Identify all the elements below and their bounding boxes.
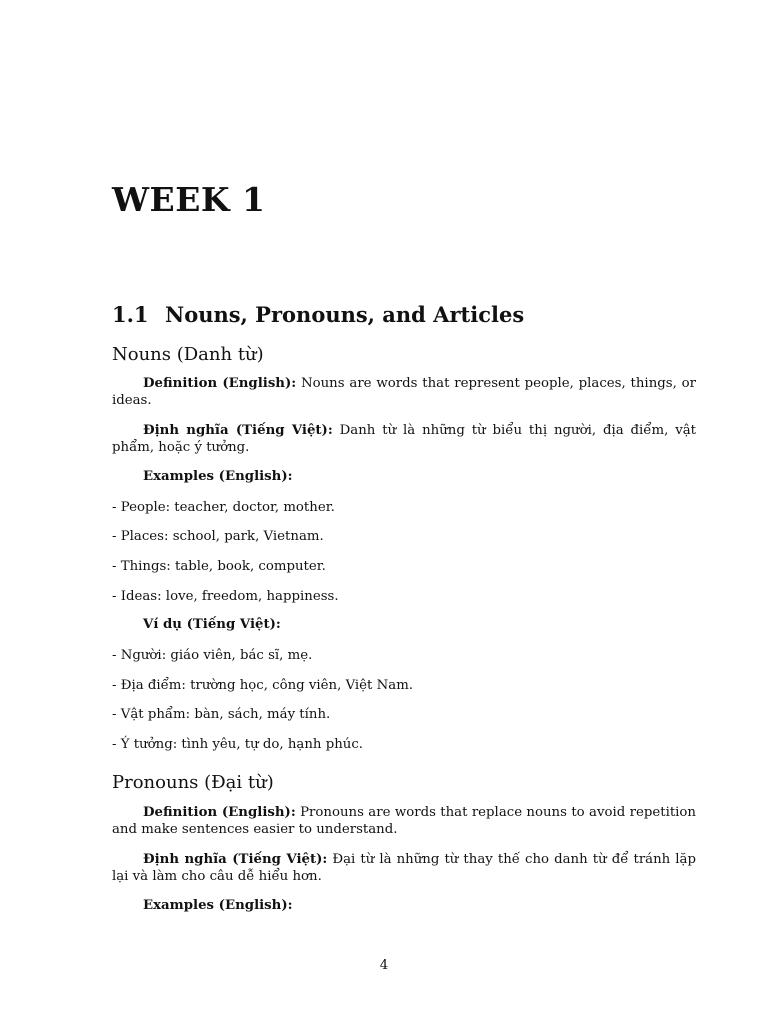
nouns-examples-vietnamese-label: Ví dụ (Tiếng Việt): [143, 617, 281, 632]
definition-english-text: Nouns are words that represent people, places, things, or ideas. [112, 376, 696, 408]
pronouns-definition-english [112, 804, 696, 838]
definition-english-label: Definition (English): [143, 376, 297, 391]
chapter-title: WEEK 1 [112, 180, 266, 219]
nouns-definition-vietnamese [112, 422, 696, 456]
definition-vietnamese-text: Danh từ là những từ biểu thị người, địa điểm, vật phẩm, hoặc ý tưởng. [112, 423, 696, 455]
definition-english-label: Definition (English): [143, 805, 296, 820]
definition-vietnamese-text: Đại từ là những từ thay thế cho danh từ để tránh lặp lại và làm cho câu dễ hiểu hơn. [112, 852, 696, 884]
section-number: 1.1 [112, 302, 149, 327]
section-heading [112, 302, 524, 327]
list-item: - Vật phẩm: bàn, sách, máy tính. [112, 707, 331, 722]
list-item: - Places: school, park, Vietnam. [112, 529, 324, 544]
definition-vietnamese-label: Định nghĩa (Tiếng Việt): [143, 852, 328, 867]
nouns-heading: Nouns (Danh từ) [112, 344, 264, 365]
nouns-definition-english [112, 375, 696, 409]
list-item: - Địa điểm: trường học, công viên, Việt Nam. [112, 678, 414, 693]
list-item: - People: teacher, doctor, mother. [112, 500, 335, 515]
list-item: - Ý tưởng: tình yêu, tự do, hạnh phúc. [112, 737, 364, 752]
list-item: - Người: giáo viên, bác sĩ, mẹ. [112, 648, 313, 663]
page-number: 4 [379, 958, 389, 973]
section-title: Nouns, Pronouns, and Articles [165, 302, 525, 327]
pronouns-examples-english-label: Examples (English): [143, 898, 293, 913]
nouns-examples-english-label: Examples (English): [143, 469, 293, 484]
definition-vietnamese-label: Định nghĩa (Tiếng Việt): [143, 423, 333, 438]
pronouns-heading: Pronouns (Đại từ) [112, 772, 274, 793]
pronouns-definition-vietnamese [112, 851, 696, 885]
definition-english-text: Pronouns are words that replace nouns to avoid repetition and make sentences easier to understand. [112, 805, 696, 837]
list-item: - Things: table, book, computer. [112, 559, 326, 574]
list-item: - Ideas: love, freedom, happiness. [112, 589, 339, 604]
